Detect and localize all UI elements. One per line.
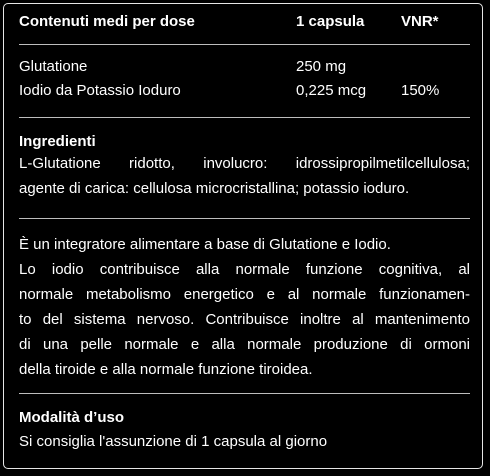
divider bbox=[19, 393, 470, 394]
usage-heading: Modalità d’uso bbox=[19, 409, 124, 426]
header-vnr: VNR* bbox=[401, 13, 439, 30]
description-line: Lo iodio contribuisce alla normale funzione cognitiva, al bbox=[19, 261, 470, 278]
row-glutatione-amount: 250 mg bbox=[296, 58, 347, 75]
description-text bbox=[19, 232, 470, 382]
ingredients-line: agente di carica: cellulosa microcristallina; potassio ioduro. bbox=[19, 180, 410, 197]
description-line: normale metabolismo energetico e al normale funzionamen- bbox=[19, 286, 470, 303]
ingredients-text bbox=[19, 151, 470, 201]
header-dose: 1 capsula bbox=[296, 13, 365, 30]
row-iodio-name: Iodio da Potassio Ioduro bbox=[19, 82, 181, 99]
divider bbox=[19, 117, 470, 118]
row-iodio-amount: 0,225 mcg bbox=[296, 82, 367, 99]
divider bbox=[19, 218, 470, 219]
ingredients-line: L-Glutatione ridotto, involucro: idrossipropilmetilcellulosa; bbox=[19, 155, 470, 172]
description-line: di una pelle normale e alla normale produzione di ormoni bbox=[19, 336, 470, 353]
header-contents: Contenuti medi per dose bbox=[19, 13, 195, 30]
description-line: to del sistema nervoso. Contribuisce inoltre al mantenimento bbox=[19, 311, 470, 328]
usage-text: Si consiglia l'assunzione di 1 capsula al giorno bbox=[19, 433, 328, 450]
divider bbox=[19, 44, 470, 45]
description-line: È un integratore alimentare a base di Glutatione e Iodio. bbox=[19, 236, 391, 253]
description-line: della tiroide e alla normale funzione tiroidea. bbox=[19, 361, 313, 378]
row-iodio-vnr: 150% bbox=[401, 82, 440, 99]
ingredients-heading: Ingredienti bbox=[19, 133, 96, 150]
row-glutatione-name: Glutatione bbox=[19, 58, 88, 75]
